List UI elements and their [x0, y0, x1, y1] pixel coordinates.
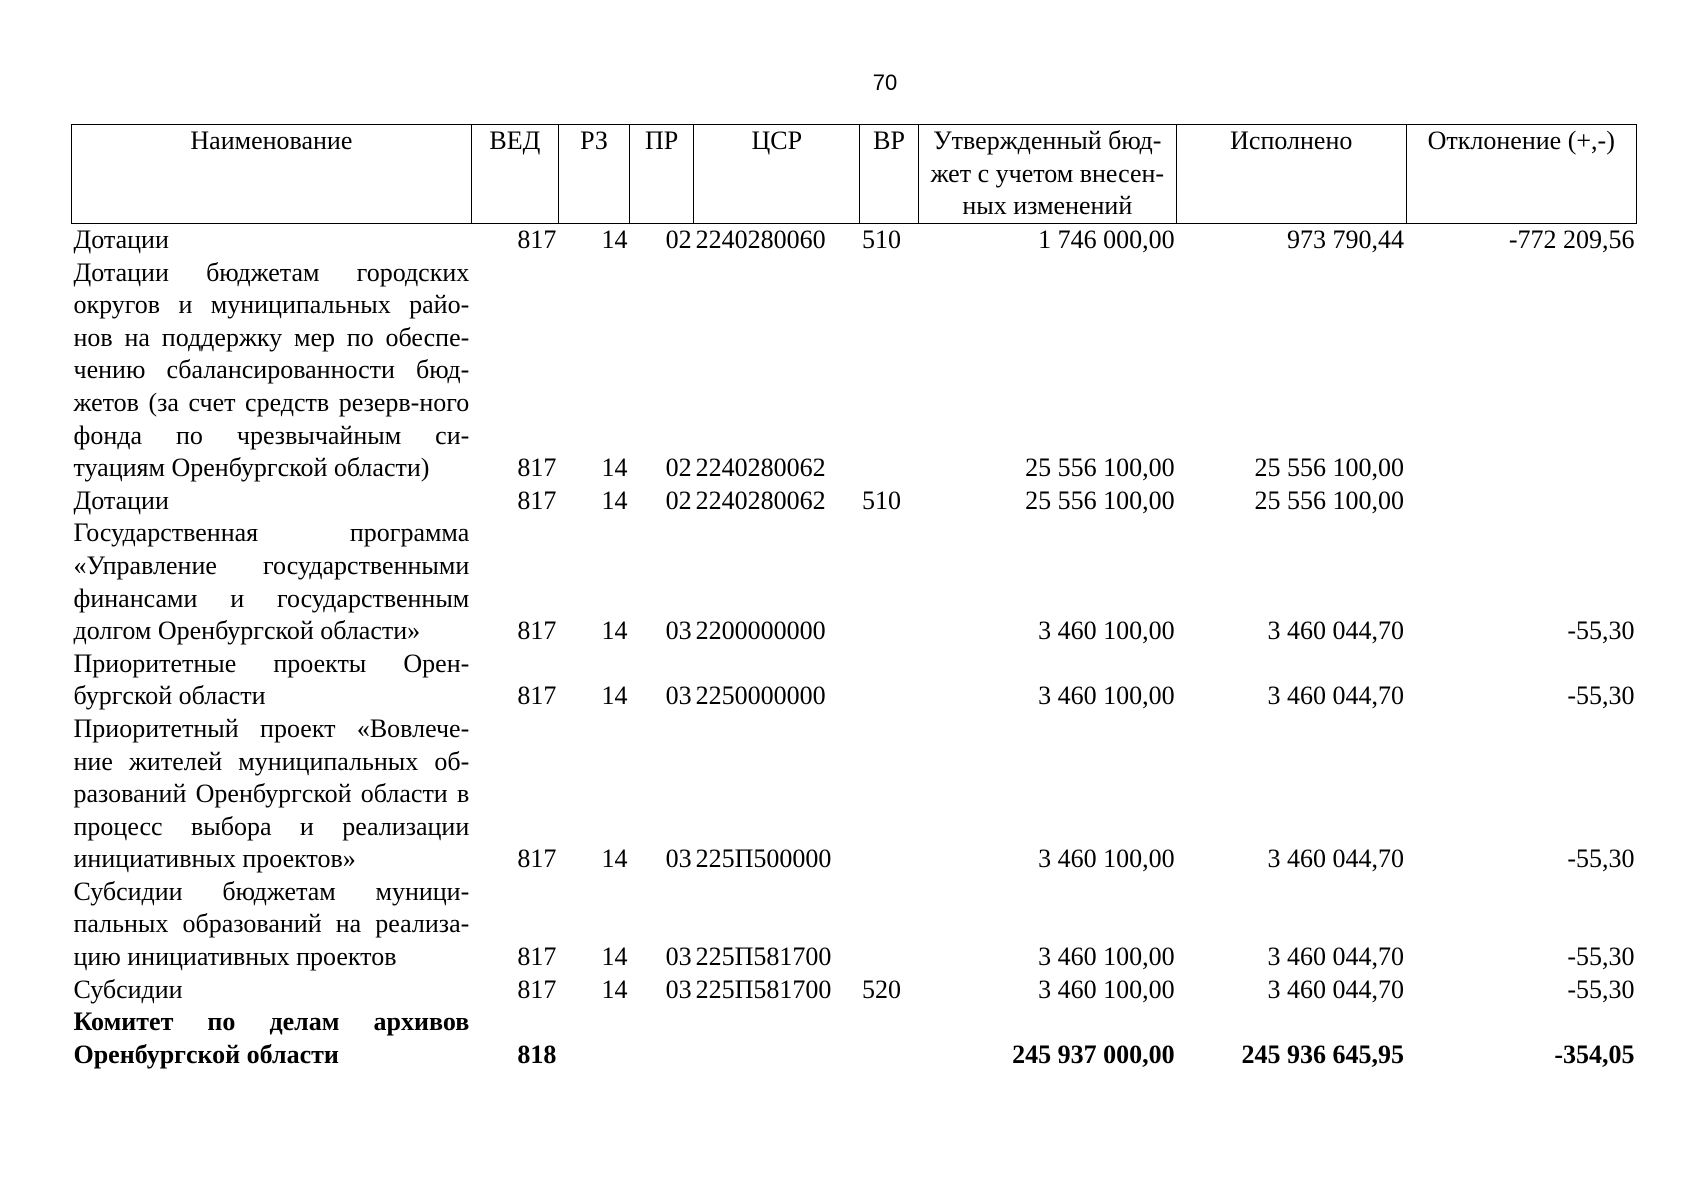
row-name: Дотации [73, 485, 169, 515]
row-csr: 225П581700 [695, 974, 832, 1004]
row-name: Субсидии [73, 974, 183, 1004]
row-vr [860, 713, 918, 876]
row-name: Дотации [73, 225, 169, 254]
row-vr [860, 517, 918, 647]
header-vr: ВР [860, 125, 918, 224]
table-row [72, 876, 1637, 974]
row-executed: 973 790,44 [1287, 225, 1404, 254]
row-csr: 225П581700 [695, 942, 832, 972]
row-executed: 3 460 044,70 [1267, 681, 1404, 711]
row-name: Комитет по делам архивов Оренбургской области [73, 1007, 470, 1069]
row-pr: 03 [665, 616, 692, 646]
row-csr: 2240280062 [695, 485, 826, 515]
row-csr [694, 1006, 860, 1071]
row-pr: 03 [665, 942, 692, 972]
row-budget: 3 460 100,00 [1038, 974, 1175, 1004]
row-ved: 817 [517, 844, 557, 874]
row-deviation: -55,30 [1567, 616, 1635, 646]
row-ved: 817 [517, 453, 557, 483]
row-ved: 817 [517, 942, 557, 972]
row-name: Государственная программа «Управление государственными финансами и государственным долгом Оренбургской области» [73, 518, 470, 646]
row-budget: 1 746 000,00 [1038, 225, 1175, 254]
row-budget: 3 460 100,00 [1038, 681, 1175, 711]
row-rz: 14 [601, 225, 628, 254]
row-csr: 2200000000 [695, 616, 826, 646]
row-budget: 3 460 100,00 [1038, 942, 1175, 972]
row-deviation: -55,30 [1567, 681, 1635, 711]
table-header [72, 125, 1637, 224]
header-executed: Исполнено [1177, 125, 1406, 224]
row-vr [860, 876, 918, 974]
row-budget: 3 460 100,00 [1038, 616, 1175, 646]
row-rz: 14 [601, 453, 628, 483]
row-deviation [1406, 257, 1637, 485]
table-row [72, 485, 1637, 518]
row-deviation: -772 209,56 [1508, 225, 1635, 254]
row-name: Приоритетные проекты Орен-бургской области [73, 648, 470, 711]
table-row [72, 974, 1637, 1007]
header-pr: ПР [630, 125, 694, 224]
row-ved: 817 [517, 485, 557, 515]
row-deviation [1406, 485, 1637, 518]
row-vr: 510 [861, 485, 901, 515]
row-vr [860, 257, 918, 485]
header-ved: ВЕД [471, 125, 558, 224]
row-budget: 3 460 100,00 [1038, 844, 1175, 874]
row-vr [860, 648, 918, 713]
row-vr [860, 1006, 918, 1071]
row-executed: 245 936 645,95 [1241, 1039, 1404, 1069]
row-rz: 14 [601, 485, 628, 515]
row-deviation: -354,05 [1554, 1039, 1635, 1069]
row-csr: 2240280060 [695, 225, 826, 254]
row-budget: 25 556 100,00 [1025, 485, 1175, 515]
table-row-total [72, 1006, 1637, 1071]
row-ved: 817 [517, 681, 557, 711]
header-deviation: Отклонение (+,-) [1406, 125, 1637, 224]
row-budget: 25 556 100,00 [1025, 453, 1175, 483]
table-row [72, 713, 1637, 876]
row-rz: 14 [601, 974, 628, 1004]
row-executed: 3 460 044,70 [1267, 844, 1404, 874]
budget-execution-table [71, 124, 1637, 1071]
row-csr: 2240280062 [695, 453, 826, 483]
row-rz: 14 [601, 616, 628, 646]
row-name: Субсидии бюджетам муници-пальных образований на реализа-цию инициативных проектов [73, 876, 470, 972]
row-executed: 3 460 044,70 [1267, 974, 1404, 1004]
row-deviation: -55,30 [1567, 974, 1635, 1004]
row-pr [630, 1006, 694, 1071]
header-name: Наименование [72, 125, 472, 224]
row-ved: 817 [517, 225, 557, 254]
row-executed: 3 460 044,70 [1267, 616, 1404, 646]
table-body [72, 224, 1637, 1072]
row-pr: 02 [665, 485, 692, 515]
row-executed: 25 556 100,00 [1254, 453, 1404, 483]
row-pr: 02 [665, 453, 692, 483]
row-pr: 02 [665, 225, 692, 254]
row-csr: 225П500000 [695, 844, 832, 874]
row-ved: 818 [517, 1039, 557, 1069]
row-executed: 3 460 044,70 [1267, 942, 1404, 972]
table-row [72, 517, 1637, 647]
row-pr: 03 [665, 681, 692, 711]
row-ved: 817 [517, 974, 557, 1004]
page-number: 70 [872, 70, 898, 95]
row-rz: 14 [601, 681, 628, 711]
header-csr: ЦСР [694, 125, 860, 224]
table-row [72, 224, 1637, 257]
table-row [72, 257, 1637, 485]
table-row [72, 648, 1637, 713]
row-rz: 14 [601, 844, 628, 874]
row-pr: 03 [665, 844, 692, 874]
header-budget: Утвержденный бюд-жет с учетом внесен-ных изменений [918, 125, 1176, 224]
row-deviation: -55,30 [1567, 844, 1635, 874]
row-ved: 817 [517, 616, 557, 646]
header-rz: РЗ [558, 125, 629, 224]
row-rz: 14 [601, 942, 628, 972]
row-name: Приоритетный проект «Вовлече-ние жителей муниципальных об-разований Оренбургской области в процесс выбора и реализации инициативных проектов» [73, 713, 470, 874]
row-vr: 510 [861, 225, 901, 254]
row-csr: 2250000000 [695, 681, 826, 711]
row-rz [558, 1006, 629, 1071]
row-executed: 25 556 100,00 [1254, 485, 1404, 515]
row-vr: 520 [861, 974, 901, 1004]
row-name: Дотации бюджетам городских округов и муниципальных райо-нов на поддержку мер по обеспе-чению сбалансированности бюд-жетов (за счет средств резерв-ного фонда по чрезвычайным си-туациям Оренбургской области) [73, 257, 470, 483]
row-budget: 245 937 000,00 [1012, 1039, 1175, 1069]
row-deviation: -55,30 [1567, 942, 1635, 972]
row-pr: 03 [665, 974, 692, 1004]
